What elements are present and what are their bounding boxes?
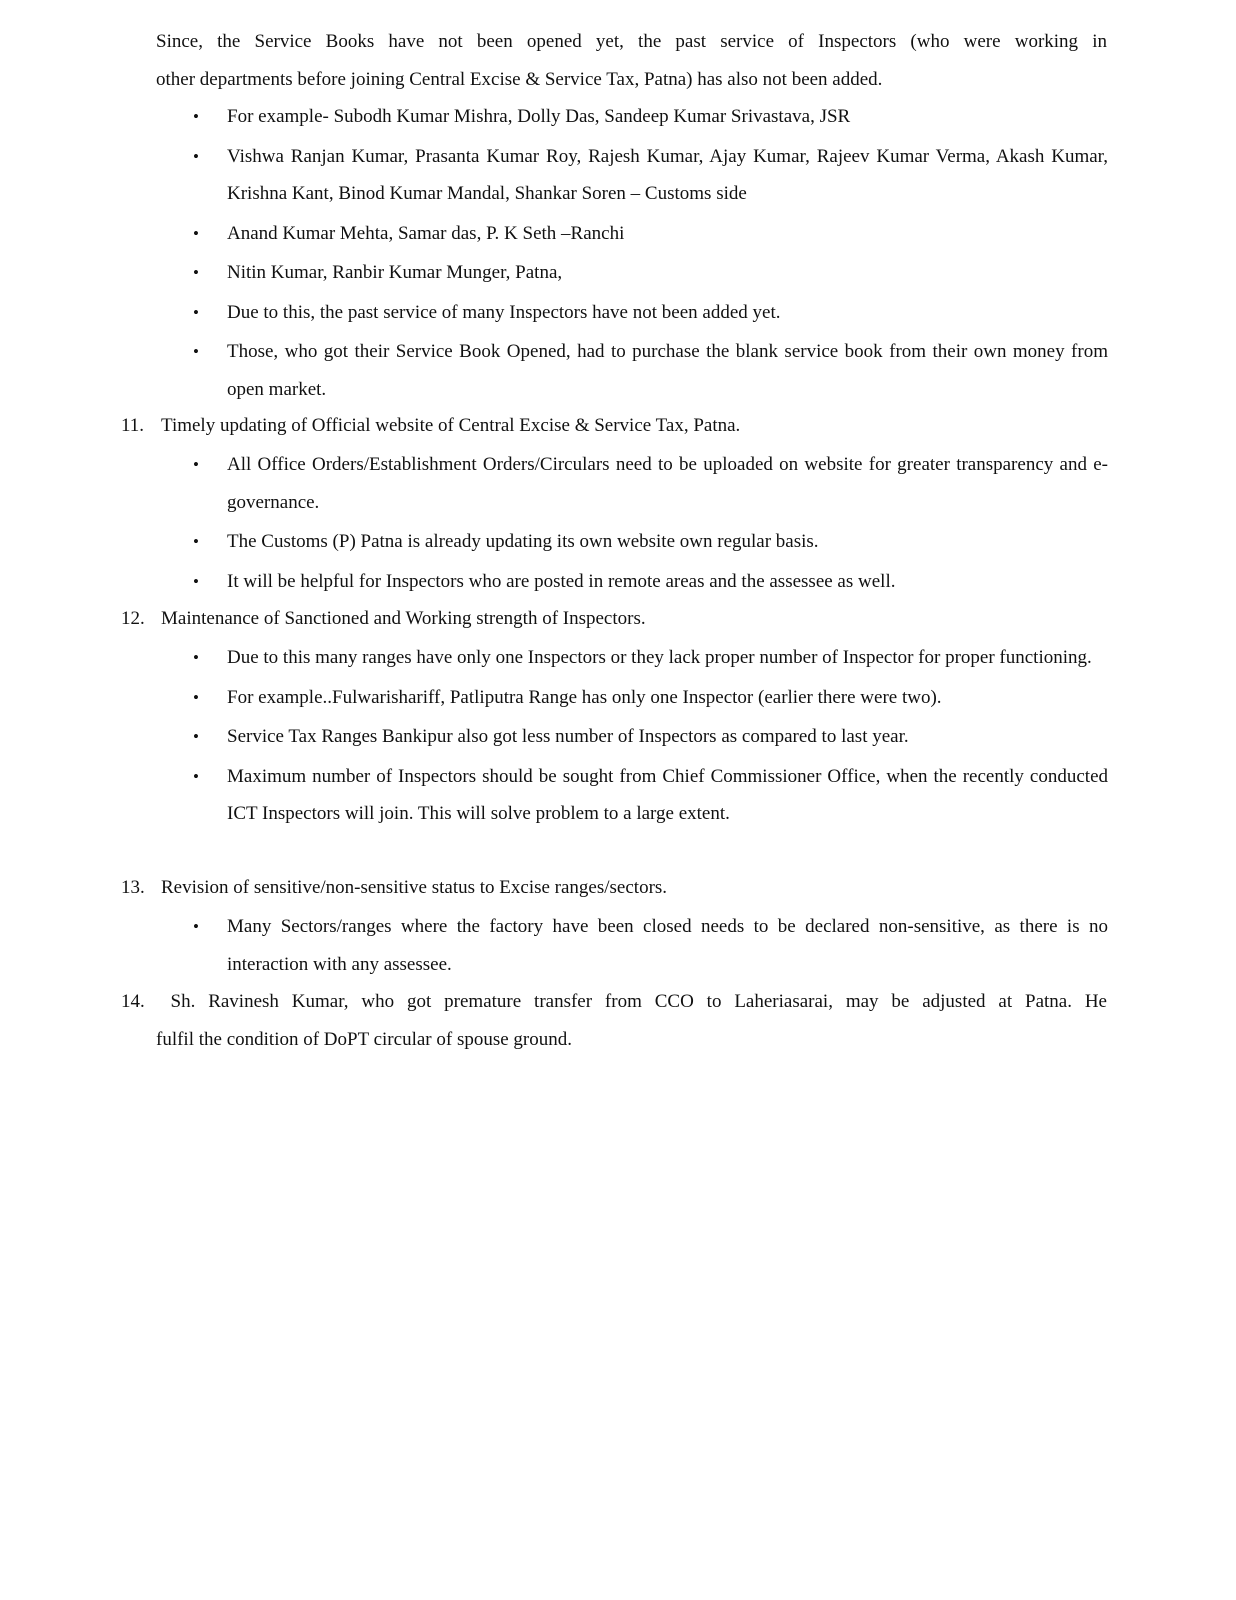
point-number: 11. [121, 415, 145, 436]
point-14-line-1: 14. Sh. Ravinesh Kumar, who got premature transfer from CCO to Laheriasarai, may be adjusted at Patna. He [121, 991, 1107, 1012]
list-item: • Anand Kumar Mehta, Samar das, P. K Seth –Ranchi [0, 215, 1236, 253]
point-12-bullet-list [0, 639, 1236, 835]
intro-line-1: Since, the Service Books have not been opened yet, the past service of Inspectors (who were working in [156, 31, 1107, 52]
intro-bullet-list [0, 98, 1236, 410]
list-item: • The Customs (P) Patna is already updating its own website own regular basis. [0, 523, 1236, 561]
bullet-icon: • [193, 766, 199, 786]
bullet-icon: • [193, 727, 199, 746]
bullet-icon: • [193, 263, 199, 282]
list-item: • Maximum number of Inspectors should be sought from Chief Commissioner Office, when the recently conducted ICT Inspectors will join. This will solve problem to a large extent. [0, 758, 1236, 833]
list-item: • Vishwa Ranjan Kumar, Prasanta Kumar Roy, Rajesh Kumar, Ajay Kumar, Rajeev Kumar Verma, Akash Kumar, Krishna Kant, Binod Kumar Mandal, Shankar Soren – Customs side [0, 138, 1236, 213]
point-11-heading [0, 407, 1236, 445]
list-item: • Those, who got their Service Book Opened, had to purchase the blank service book from their own money from open market. [0, 333, 1236, 408]
list-item: • All Office Orders/Establishment Orders/Circulars need to be uploaded on website for greater transparency and e-governance. [0, 446, 1236, 521]
list-item: • Due to this, the past service of many Inspectors have not been added yet. [0, 294, 1236, 332]
list-item: • Nitin Kumar, Ranbir Kumar Munger, Patna, [0, 254, 1236, 292]
intro-line-2: other departments before joining Central Excise & Service Tax, Patna) has also not been added. [156, 68, 883, 90]
bullet-icon: • [193, 571, 199, 591]
bullet-icon: • [193, 302, 199, 322]
point-11-bullet-list [0, 446, 1236, 602]
list-item: • For example..Fulwarishariff, Patliputra Range has only one Inspector (earlier there were two). [0, 679, 1236, 717]
intro-paragraph [156, 23, 1107, 98]
bullet-icon: • [193, 223, 199, 243]
point-number: 12. [121, 608, 145, 629]
point-title: Timely updating of Official website of Central Excise & Service Tax, Patna. [161, 415, 741, 436]
list-item: • Many Sectors/ranges where the factory have been closed needs to be declared non-sensitive, as there is no interaction with any assessee. [0, 908, 1236, 983]
point-number: 13. [121, 877, 145, 898]
point-title: Maintenance of Sanctioned and Working strength of Inspectors. [161, 608, 646, 629]
point-number: 14. [121, 991, 145, 1012]
point-14-paragraph [121, 983, 1107, 1058]
point-13-bullet-list [0, 908, 1236, 985]
list-item: • For example- Subodh Kumar Mishra, Dolly Das, Sandeep Kumar Srivastava, JSR [0, 98, 1236, 136]
bullet-icon: • [193, 917, 199, 936]
list-item: • Due to this many ranges have only one Inspectors or they lack proper number of Inspector for proper functioning. [0, 639, 1236, 677]
list-item: • Service Tax Ranges Bankipur also got less number of Inspectors as compared to last year. [0, 718, 1236, 756]
list-item: • It will be helpful for Inspectors who are posted in remote areas and the assessee as well. [0, 563, 1236, 601]
bullet-icon: • [193, 532, 199, 551]
bullet-icon: • [193, 687, 199, 707]
point-12-heading [0, 600, 1236, 638]
bullet-icon: • [193, 146, 199, 166]
bullet-icon: • [193, 455, 199, 474]
point-13-heading [0, 869, 1236, 907]
bullet-icon: • [193, 342, 199, 361]
point-title: Revision of sensitive/non-sensitive status to Excise ranges/sectors. [161, 877, 668, 898]
bullet-icon: • [193, 107, 199, 126]
bullet-icon: • [193, 648, 199, 667]
point-14-line-2: fulfil the condition of DoPT circular of spouse ground. [156, 1028, 572, 1050]
